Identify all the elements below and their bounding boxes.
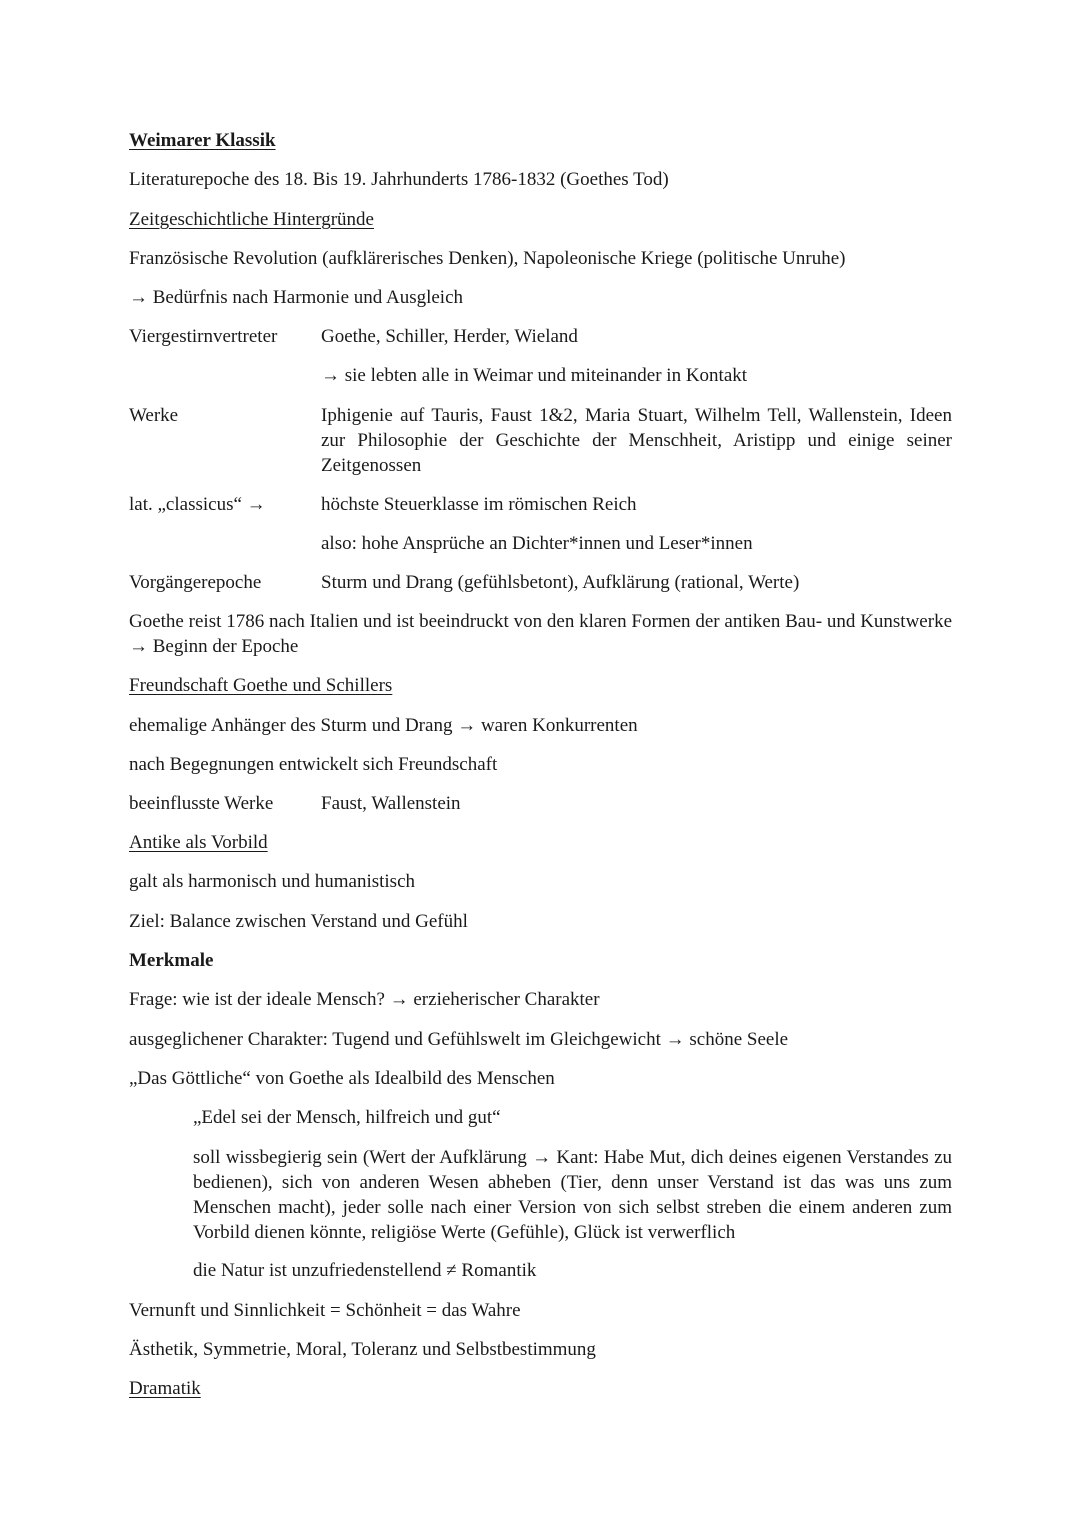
merkmale-line-1: Frage: wie ist der ideale Mensch? → erzieherischer Charakter bbox=[129, 989, 600, 1010]
hintergruende-line-1: Französische Revolution (aufklärerisches Denken), Napoleonische Kriege (politische Unruhe) bbox=[129, 248, 846, 269]
label-vertreter: Viergestirnvertreter bbox=[129, 326, 278, 347]
sub-vertreter: → sie lebten alle in Weimar und miteinander in Kontakt bbox=[321, 365, 748, 386]
antike-line-1: galt als harmonisch und humanistisch bbox=[129, 871, 416, 892]
label-vorgaenger: Vorgängerepoche bbox=[129, 572, 262, 593]
value-vorgaenger: Sturm und Drang (gefühlsbetont), Aufklärung (rational, Werte) bbox=[321, 572, 800, 593]
document-title: Weimarer Klassik bbox=[129, 130, 276, 151]
value-classicus: höchste Steuerklasse im römischen Reich bbox=[321, 494, 637, 515]
section-heading-dramatik: Dramatik bbox=[129, 1378, 201, 1399]
section-heading-hintergruende: Zeitgeschichtliche Hintergründe bbox=[129, 209, 374, 230]
merkmale-line-5: Ästhetik, Symmetrie, Moral, Toleranz und Selbstbestimmung bbox=[129, 1339, 596, 1360]
merkmale-paragraph: soll wissbegierig sein (Wert der Aufklärung → Kant: Habe Mut, dich deines eigenen Verstandes zu bedienen), sich von anderen Wesen abheben (Tier, denn unser Verstand ist das was uns zum Menschen macht), jeder solle nach einer Version von sich selbst streben die einem anderen zum Vorbild dienen könnte, religiöse Werte (Gefühle), Glück ist verwerflich bbox=[193, 1147, 952, 1243]
label-classicus: lat. „classicus“ → bbox=[129, 494, 266, 515]
merkmale-line-4: Vernunft und Sinnlichkeit = Schönheit = das Wahre bbox=[129, 1300, 521, 1321]
merkmale-natur: die Natur ist unzufriedenstellend ≠ Romantik bbox=[193, 1260, 537, 1281]
section-heading-freundschaft: Freundschaft Goethe und Schillers bbox=[129, 675, 393, 696]
merkmale-line-3: „Das Göttliche“ von Goethe als Idealbild des Menschen bbox=[129, 1068, 555, 1089]
value-werke: Iphigenie auf Tauris, Faust 1&2, Maria Stuart, Wilhelm Tell, Wallenstein, Ideen zur Philosophie der Geschichte der Menschheit, Aristipp und einige seiner Zeitgenossen bbox=[321, 405, 952, 476]
section-heading-merkmale: Merkmale bbox=[129, 950, 214, 971]
value-vertreter: Goethe, Schiller, Herder, Wieland bbox=[321, 326, 578, 347]
value-beeinflusste-werke: Faust, Wallenstein bbox=[321, 793, 461, 814]
antike-line-2: Ziel: Balance zwischen Verstand und Gefühl bbox=[129, 911, 468, 932]
hintergruende-line-2: → Bedürfnis nach Harmonie und Ausgleich bbox=[129, 287, 464, 308]
merkmale-line-2: ausgeglichener Charakter: Tugend und Gefühlswelt im Gleichgewicht → schöne Seele bbox=[129, 1029, 789, 1050]
sub-classicus: also: hohe Ansprüche an Dichter*innen und Leser*innen bbox=[321, 533, 753, 554]
freundschaft-line-2: nach Begegnungen entwickelt sich Freundschaft bbox=[129, 754, 498, 775]
freundschaft-line-1: ehemalige Anhänger des Sturm und Drang → waren Konkurrenten bbox=[129, 715, 638, 736]
label-beeinflusste-werke: beeinflusste Werke bbox=[129, 793, 274, 814]
section-heading-antike: Antike als Vorbild bbox=[129, 832, 268, 853]
intro-line: Literaturepoche des 18. Bis 19. Jahrhunderts 1786-1832 (Goethes Tod) bbox=[129, 169, 669, 190]
label-werke: Werke bbox=[129, 405, 179, 426]
merkmale-quote: „Edel sei der Mensch, hilfreich und gut“ bbox=[193, 1107, 501, 1128]
goethe-reise-paragraph: Goethe reist 1786 nach Italien und ist beeindruckt von den klaren Formen der antiken Bau- und Kunstwerke → Beginn der Epoche bbox=[129, 611, 952, 657]
